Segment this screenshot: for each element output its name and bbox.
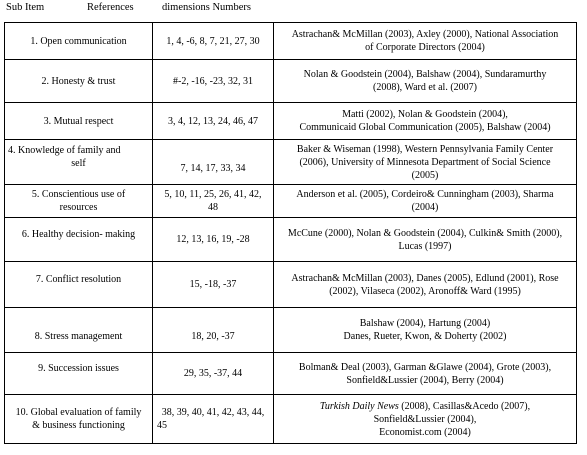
references-cell: Balshaw (2004), Hartung (2004) Danes, Rueter, Kwon, & Doherty (2002) [274, 308, 577, 353]
subitem-cell: 9. Succession issues [5, 353, 153, 395]
dimensions-cell: 12, 13, 16, 19, -28 [153, 218, 274, 262]
dimensions-cell: 15, -18, -37 [153, 262, 274, 308]
table-row [5, 103, 577, 140]
table-row [5, 262, 577, 308]
subitem-cell: 8. Stress management [5, 308, 153, 353]
table-row [5, 23, 577, 60]
references-cell: Baker & Wiseman (1998), Western Pennsylvania Family Center (2006), University of Minnesota Department of Social Science (2005) [274, 140, 577, 185]
dimensions-cell: #-2, -16, -23, 32, 31 [153, 60, 274, 103]
subitem-cell: 7. Conflict resolution [5, 262, 153, 308]
references-cell: Anderson et al. (2005), Cordeiro& Cunningham (2003), Sharma (2004) [274, 185, 577, 218]
references-cell: Nolan & Goodstein (2004), Balshaw (2004), Sundaramurthy (2008), Ward et al. (2007) [274, 60, 577, 103]
subitem-cell: 4. Knowledge of family and self [5, 140, 153, 185]
subitem-cell: 2. Honesty & trust [5, 60, 153, 103]
references-cell: Astrachan& McMillan (2003), Axley (2000), National Association of Corporate Directors (2004) [274, 23, 577, 60]
subitem-cell: 6. Healthy decision- making [5, 218, 153, 262]
subitem-cell: 1. Open communication [5, 23, 153, 60]
table-row [5, 353, 577, 395]
journal-name: Turkish Daily News [319, 400, 399, 412]
dimensions-cell: 3, 4, 12, 13, 24, 46, 47 [153, 103, 274, 140]
references-cell: McCune (2000), Nolan & Goodstein (2004), Culkin& Smith (2000), Lucas (1997) [274, 218, 577, 262]
table-row [5, 60, 577, 103]
header-dimensions: dimensions Numbers [162, 2, 251, 13]
table-row [5, 140, 577, 185]
table-row [5, 218, 577, 262]
references-cell: Astrachan& McMillan (2003), Danes (2005), Edlund (2001), Rose (2002), Vilaseca (2002), Aronoff& Ward (1995) [274, 262, 577, 308]
table-row [5, 308, 577, 353]
header-references: References [87, 2, 134, 13]
dimensions-cell: 18, 20, -37 [153, 308, 274, 353]
subitem-cell: 10. Global evaluation of family & business functioning [5, 395, 153, 444]
subitem-cell: 5. Conscientious use of resources [5, 185, 153, 218]
references-cell: Matti (2002), Nolan & Goodstein (2004), Communicaid Global Communication (2005), Balshaw (2004) [274, 103, 577, 140]
header-subitem: Sub Item [6, 2, 45, 13]
table-row [5, 185, 577, 218]
table-header [0, 0, 587, 22]
references-table [4, 22, 577, 444]
dimensions-cell: 5, 10, 11, 25, 26, 41, 42, 48 [153, 185, 274, 218]
references-cell: Bolman& Deal (2003), Garman &Glawe (2004), Grote (2003), Sonfield&Lussier (2004), Berry (2004) [274, 353, 577, 395]
dimensions-cell: 38, 39, 40, 41, 42, 43, 44, 45 [153, 395, 274, 444]
subitem-cell: 3. Mutual respect [5, 103, 153, 140]
references-cell: Turkish Daily News (2008), Casillas&Acedo (2007), Sonfield&Lussier (2004), Economist.com (2004) [274, 395, 577, 444]
dimensions-cell: 7, 14, 17, 33, 34 [153, 140, 274, 185]
table-row [5, 395, 577, 444]
dimensions-cell: 1, 4, -6, 8, 7, 21, 27, 30 [153, 23, 274, 60]
dimensions-cell: 29, 35, -37, 44 [153, 353, 274, 395]
